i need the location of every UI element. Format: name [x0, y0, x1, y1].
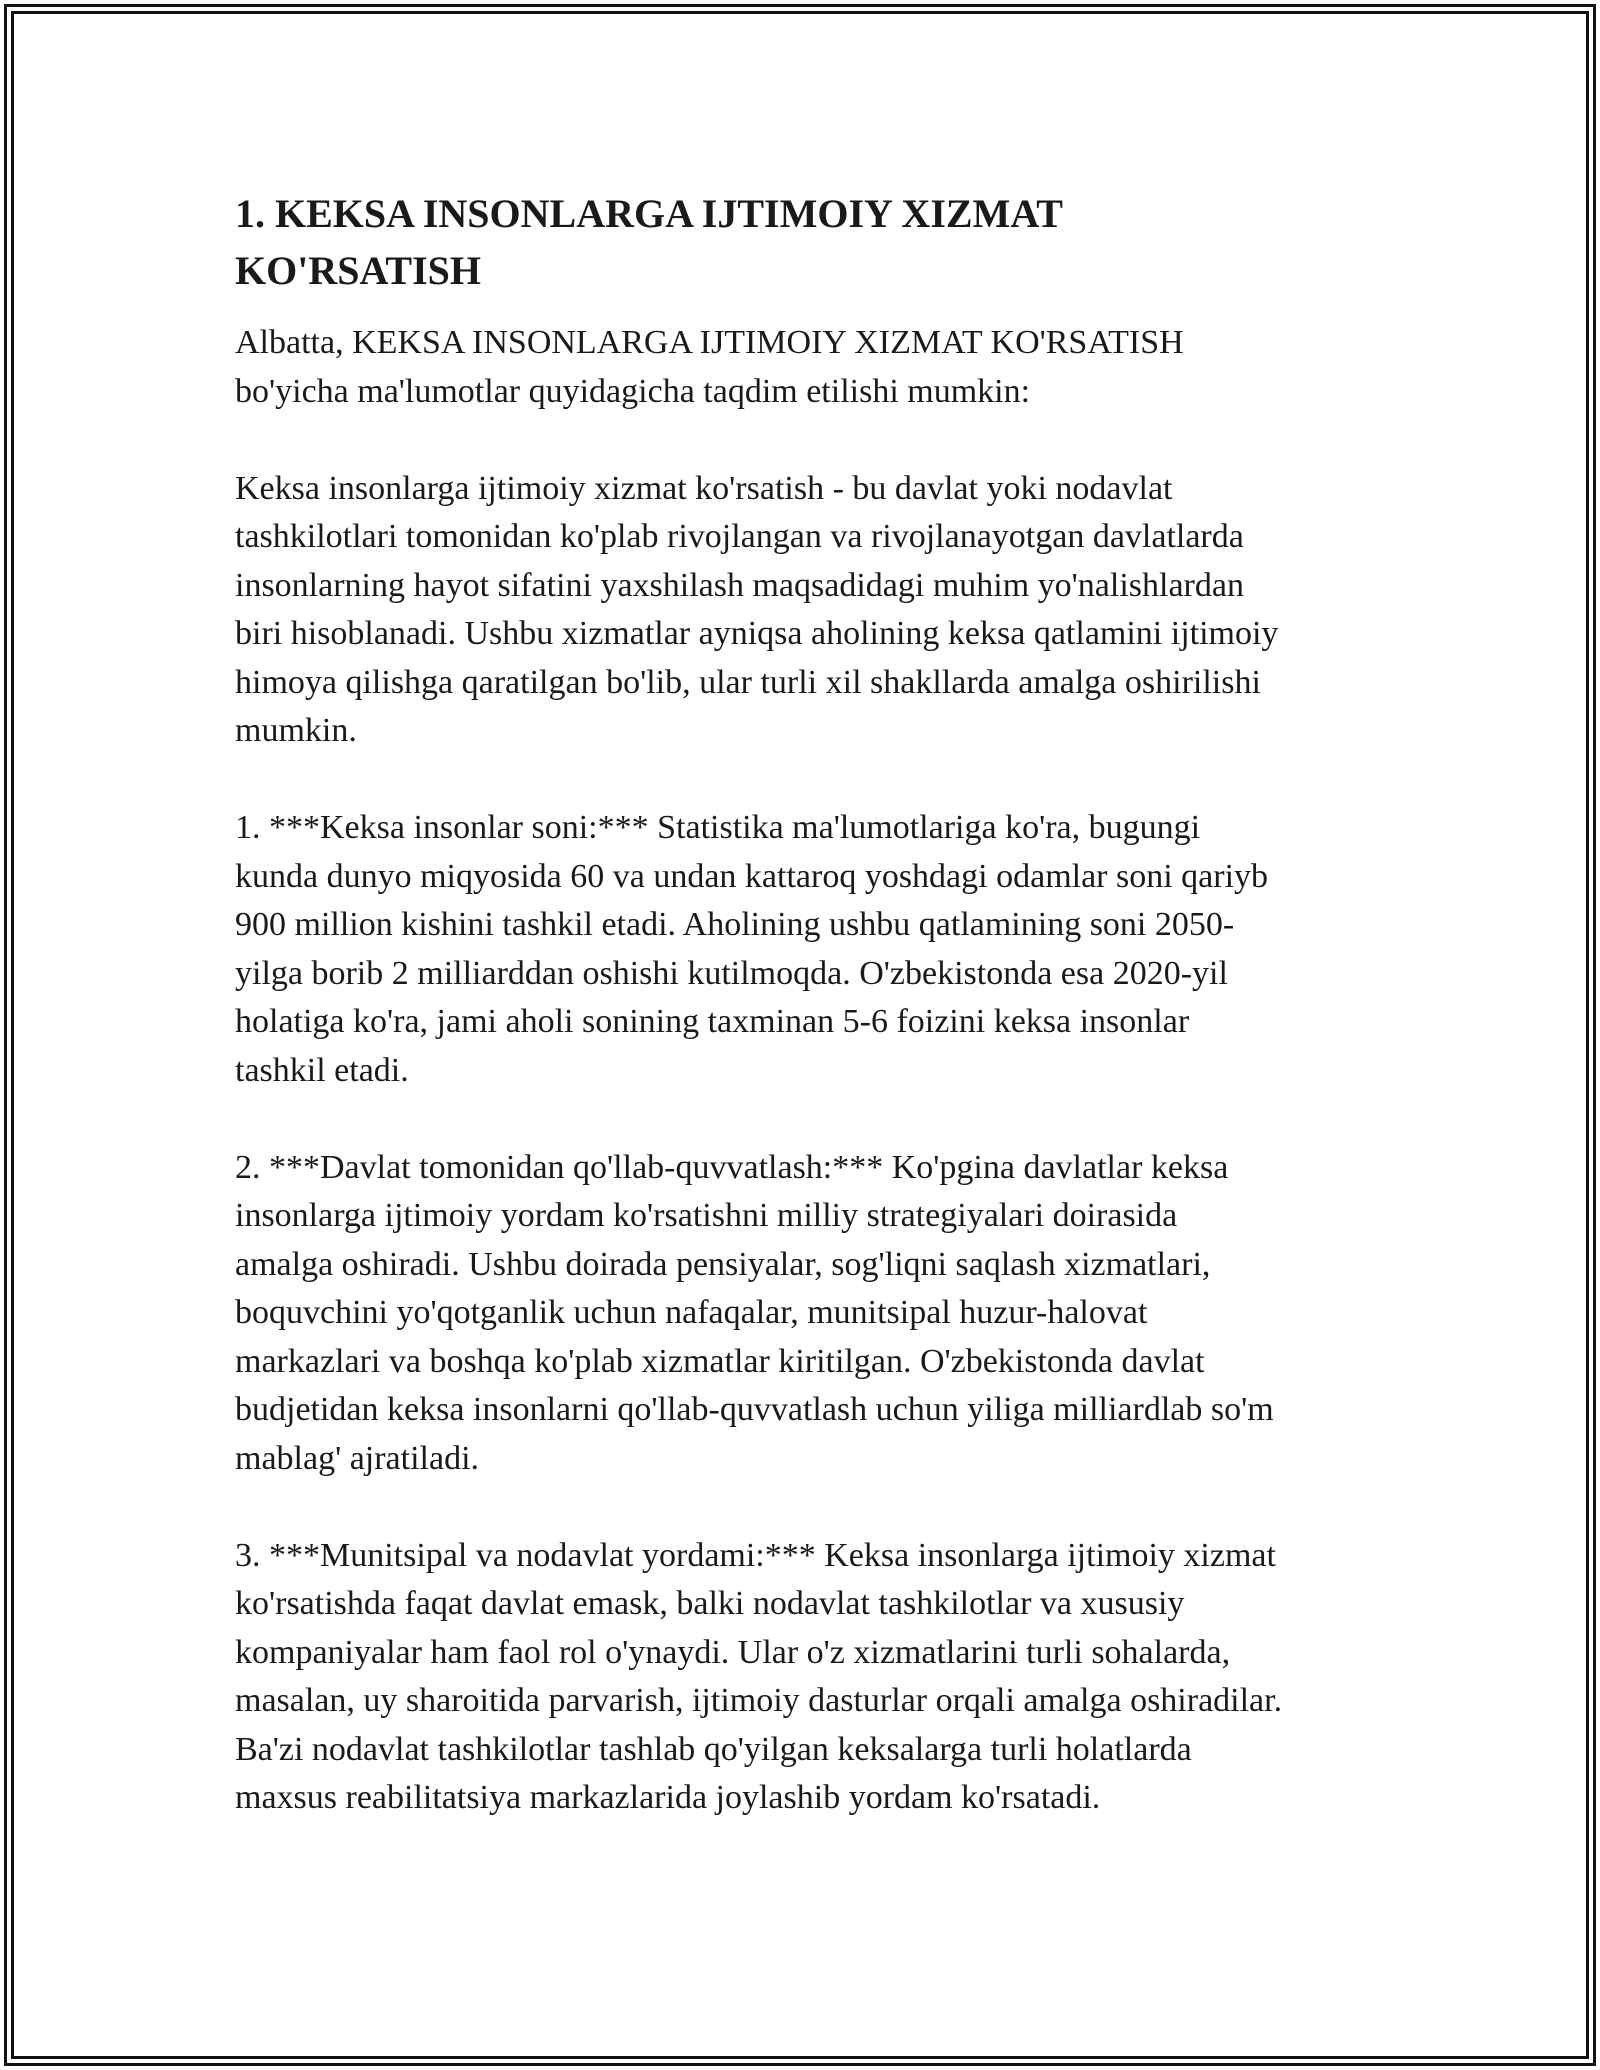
document-body [235, 185, 1375, 1823]
municipal-support-paragraph: 3. ***Munitsipal va nodavlat yordami:*** Keksa insonlarga ijtimoiy xizmat ko'rsatishda faqat davlat emask, balki nodavlat tashkilotlar va xususiy kompaniyalar ham faol rol o'ynaydi. Ular o'z xizmatlarini turli sohalarda, masalan, uy sharoitida parvarish, ijtimoiy dasturlar orqali amalga oshiradilar. Ba'zi nodavlat tashkilotlar tashlab qo'yilgan keksalarga turli holatlarda maxsus reabilitatsiya markazlarida joylashib yordam ko'rsatadi. [235, 1536, 1283, 1816]
state-support-paragraph: 2. ***Davlat tomonidan qo'llab-quvvatlash:*** Ko'pgina davlatlar keksa insonlarga ijtimoiy yordam ko'rsatishni milliy strategiyalari doirasida amalga oshiradi. Ushbu doirada pensiyalar, sog'liqni saqlash xizmatlari, boquvchini yo'qotganlik uchun nafaqalar, munitsipal huzur-halovat markazlari va boshqa ko'plab xizmatlar kiritilgan. O'zbekistonda davlat budjetidan keksa insonlarni qo'llab-quvvatlash uchun yiliga milliardlab so'm mablag' ajratiladi. [235, 1148, 1274, 1477]
elderly-count-paragraph: 1. ***Keksa insonlar soni:*** Statistika ma'lumotlariga ko'ra, bugungi kunda dunyo miqyosida 60 va undan kattaroq yoshdagi odamlar soni qariyb 900 million kishini tashkil etadi. Aholining ushbu qatlamining soni 2050- yilga borib 2 milliarddan oshishi kutilmoqda. O'zbekistonda esa 2020-yil holatiga ko'ra, jami aholi sonining taxminan 5-6 foizini keksa insonlar tashkil etadi. [235, 809, 1269, 1089]
definition-paragraph: Keksa insonlarga ijtimoiy xizmat ko'rsatish - bu davlat yoki nodavlat tashkilotlari tomonidan ko'plab rivojlangan va rivojlanayotgan davlatlarda insonlarning hayot sifatini yaxshilash maqsadidagi muhim yo'nalishlardan biri hisoblanadi. Ushbu xizmatlar ayniqsa aholining keksa qatlamini ijtimoiy himoya qilishga qaratilgan bo'lib, ular turli xil shakllarda amalga oshirilishi mumkin. [235, 469, 1279, 749]
intro-paragraph: Albatta, KEKSA INSONLARGA IJTIMOIY XIZMAT KO'RSATISH bo'yicha ma'lumotlar quyidagicha taqdim etilishi mumkin: [235, 324, 1184, 410]
page-title: 1. KEKSA INSONLARGA IJTIMOIY XIZMAT KO'RSATISH [235, 191, 1063, 293]
